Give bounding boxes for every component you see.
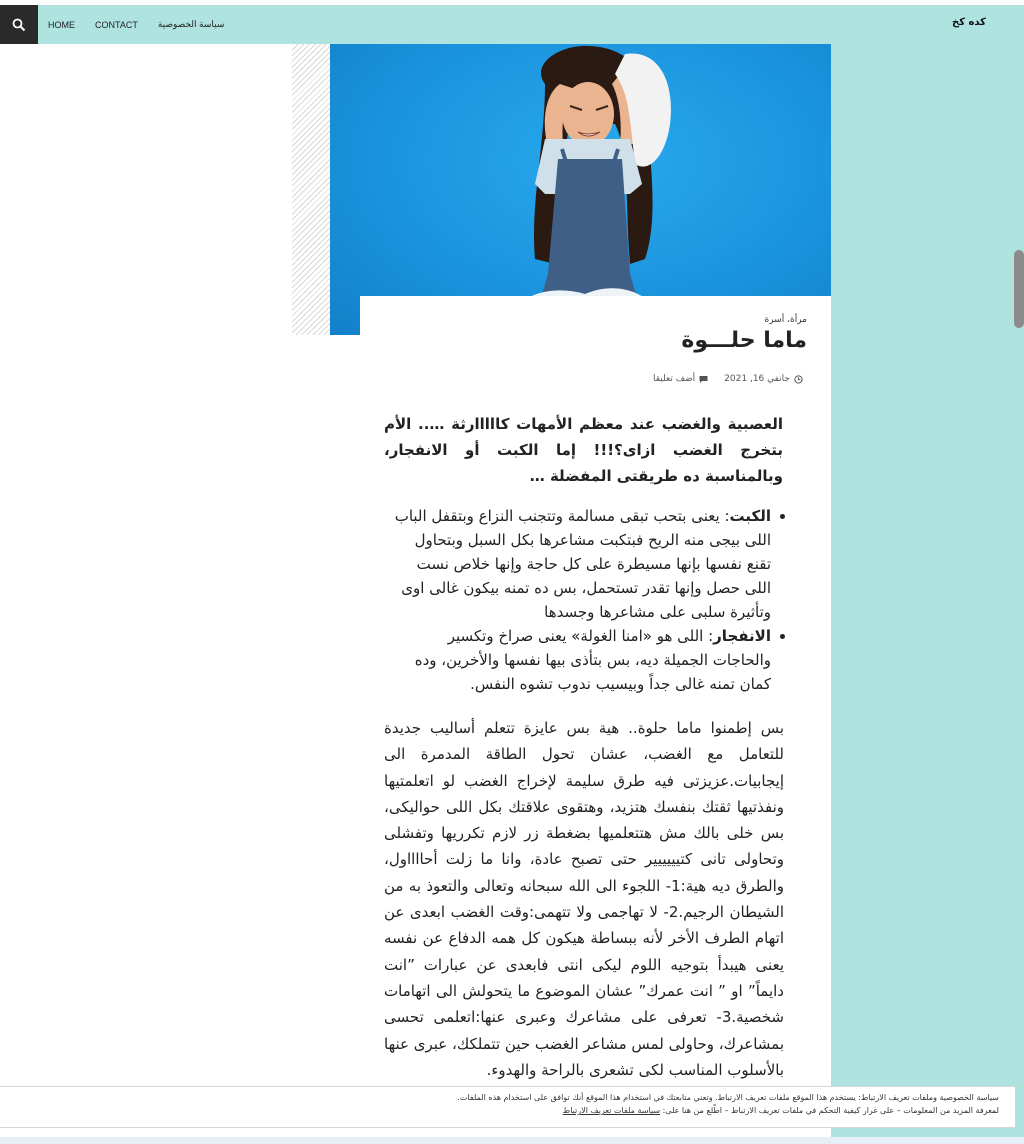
- article-card: [360, 296, 831, 1144]
- featured-image-illustration: [330, 44, 831, 335]
- bullet-item-explosion: [390, 624, 771, 696]
- post-title: ماما حلـــوة: [681, 328, 807, 353]
- bullet-term: الكبت: [729, 507, 771, 525]
- comment-icon: [699, 375, 708, 384]
- post-date: جانفي 16, 2021: [724, 374, 790, 384]
- article-lead: العصبية والغضب عند معظم الأمهات كااااارثة ….. الأم بتخرج الغضب ازاى؟!!! إما الكبت أو الانفجار، وبالمناسبة ده طريقتى المفضلة …: [384, 415, 783, 485]
- decorative-hatch-pattern: [292, 44, 330, 335]
- scrollbar-thumb[interactable]: [1014, 250, 1024, 328]
- featured-image: [330, 44, 831, 335]
- bullet-item-suppression: [390, 504, 771, 624]
- bullet-list: [390, 504, 771, 696]
- search-button[interactable]: [0, 5, 38, 44]
- bullet-dot: [780, 634, 785, 639]
- main-menu: [38, 5, 234, 44]
- nav-home[interactable]: HOME: [48, 19, 75, 30]
- bottom-strip: [0, 1137, 1024, 1144]
- bullet-text: : يعنى بتحب تبقى مسالمة وتتجنب النزاع وبتقفل الباب اللى بيجى منه الريح فبتكبت مشاعرها بكل السبل وبتحاول تقنع نفسها بإنها مسيطرة على كل حاجة وإنها خلاص نست اللى حصل وإنها تقدر تستحمل، بس ده تمنه بيكون غالى اوى وتأثيرة سلبى على مشاعرها وجسدها: [394, 507, 771, 621]
- search-icon: [12, 18, 26, 32]
- article-body: بس إطمنوا ماما حلوة.. هية بس عايزة تتعلم أساليب جديدة للتعامل مع الغضب، عشان تحول الطاقة المدمرة الى إيجابيات.عزيزتى فيه طرق سليمة لإخراج الغضب لو اتعلمتيها ونفذتيها ثقتك بنفسك هتزيد، وهتقوى علاقتك بكل اللى حواليكى، بس خلى بالك مش هتتعلميها بضغطة زر لازم تكرريها وتفشلى وتحاولى تانى كتيييييير حتى تصبح عادة، وانا ما زلت أحااااول، والطرق ديه هية:1- اللجوء الى الله سبحانه وتعالى والتعوذ به من الشيطان الرجيم.2- لا تهاجمى ولا تتهمى:وقت الغضب ابعدى عن اتهام الطرف الأخر لأنه ببساطة هيكون كل همه الدفاع عن نفسه يعنى هيبدأ بتوجيه اللوم ليكى انتى فابعدى عن عبارات ”انت دايماً” او ” انت عمرك” عشان الموضوع ما يتحولش الى اتهامات شخصية.3- تعرفى على مشاعرك وعبرى عنها:اتعلمى تحسى بمشاعرك، وحاولى لمس مشاعر الغضب حين تتملكك، عبرى عنها بالأسلوب المناسب لكى تشعرى بالراحة والهدوء.: [384, 719, 785, 1079]
- post-meta: [653, 374, 803, 384]
- sidebar-panel: [831, 44, 1024, 1144]
- cookie-more-info: [20, 1104, 999, 1117]
- clock-icon: [794, 375, 803, 384]
- nav-privacy-policy[interactable]: سياسة الخصوصية: [157, 19, 225, 29]
- add-comment-link[interactable]: أضف تعليقا: [653, 374, 696, 384]
- site-title[interactable]: كده كخ: [952, 17, 986, 28]
- cookie-notice-text: سياسة الخصوصية وملفات تعريف الارتباط: يستخدم هذا الموقع ملفات تعريف الارتباط. وتعني متابعتك في استخدام هذا الموقع أنك توافق على استخدام هذه الملفات.: [457, 1093, 999, 1102]
- nav-contact[interactable]: CONTACT: [95, 19, 138, 30]
- top-navigation-bar: [0, 5, 1024, 44]
- post-category[interactable]: مرأة، أسرة: [764, 315, 807, 325]
- bullet-dot: [780, 514, 785, 519]
- cookie-policy-link[interactable]: سياسة ملفات تعريف الارتباط: [562, 1106, 661, 1115]
- bullet-term: الانفجار: [713, 627, 771, 645]
- cookie-more-info-text: لمعرفة المزيد من المعلومات – على غرار كيفية التحكم في ملفات تعريف الارتباط – اطّلع من هنا على:: [660, 1106, 999, 1115]
- bullet-text: : اللى هو «امنا الغولة» يعنى صراخ وتكسير والحاجات الجميلة ديه، بس بتأذى بيها نفسها والأخرين، وده كمان تمنه غالى جداً وبيسيب ندوب تشوه النفس.: [414, 627, 771, 693]
- cookie-banner: [0, 1086, 1015, 1128]
